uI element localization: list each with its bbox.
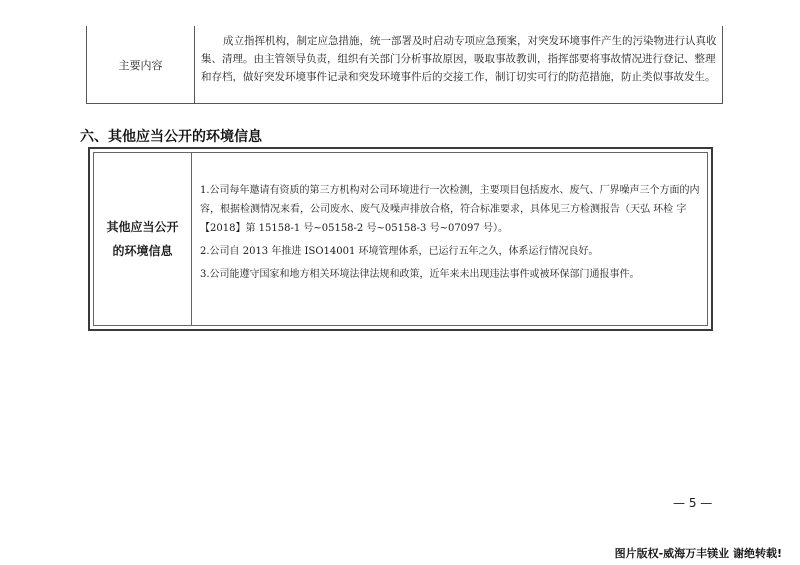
other-info-label-line2: 的环境信息 — [112, 244, 173, 258]
info-item-3: 3.公司能遵守国家和地方相关环境法律法规和政策，近年来未出现违法事件或被环保部门通报事件。 — [200, 269, 640, 280]
other-info-table-inner — [93, 152, 708, 326]
emergency-table-fragment — [86, 26, 723, 104]
other-info-content — [192, 181, 710, 288]
section-title: 六、其他应当公开的环境信息 — [80, 129, 262, 145]
page-number: — 5 — — [673, 496, 713, 510]
copyright-watermark: 图片版权-威海万丰镁业 谢绝转载! — [614, 547, 782, 560]
other-info-label — [94, 153, 192, 325]
info-item-2: 2.公司自 2013 年推进 ISO14001 环境管理体系，已运行五年之久，体系运行情况良好。 — [200, 246, 599, 257]
main-content-label: 主要内容 — [87, 26, 195, 103]
other-info-label-line1: 其他应当公开 — [106, 220, 179, 234]
info-item-1: 1.公司每年邀请有资质的第三方机构对公司环境进行一次检测，主要项目包括废水、废气、厂界噪声三个方面的内容，根据检测情况来看，公司废水、废气及噪声排放合格，符合标准要求，具体见三方检测报告（天弘 环检 字【2018】第 15158-1 号~05158-2 号~05158-3 号~07097 号）。 — [200, 185, 700, 234]
main-content-text: 成立指挥机构，制定应急措施，统一部署及时启动专项应急预案，对突发环境事件产生的污染物进行认真收集、清理。由主管领导负责，组织有关部门分析事故原因，吸取事故教训，指挥部要将事故情况进行登记、整理和存档，做好突发环境事件记录和突发环境事件后的交接工作，制订切实可行的防范措施，防止类似事故发生。 — [201, 35, 717, 83]
other-info-table — [88, 147, 713, 331]
